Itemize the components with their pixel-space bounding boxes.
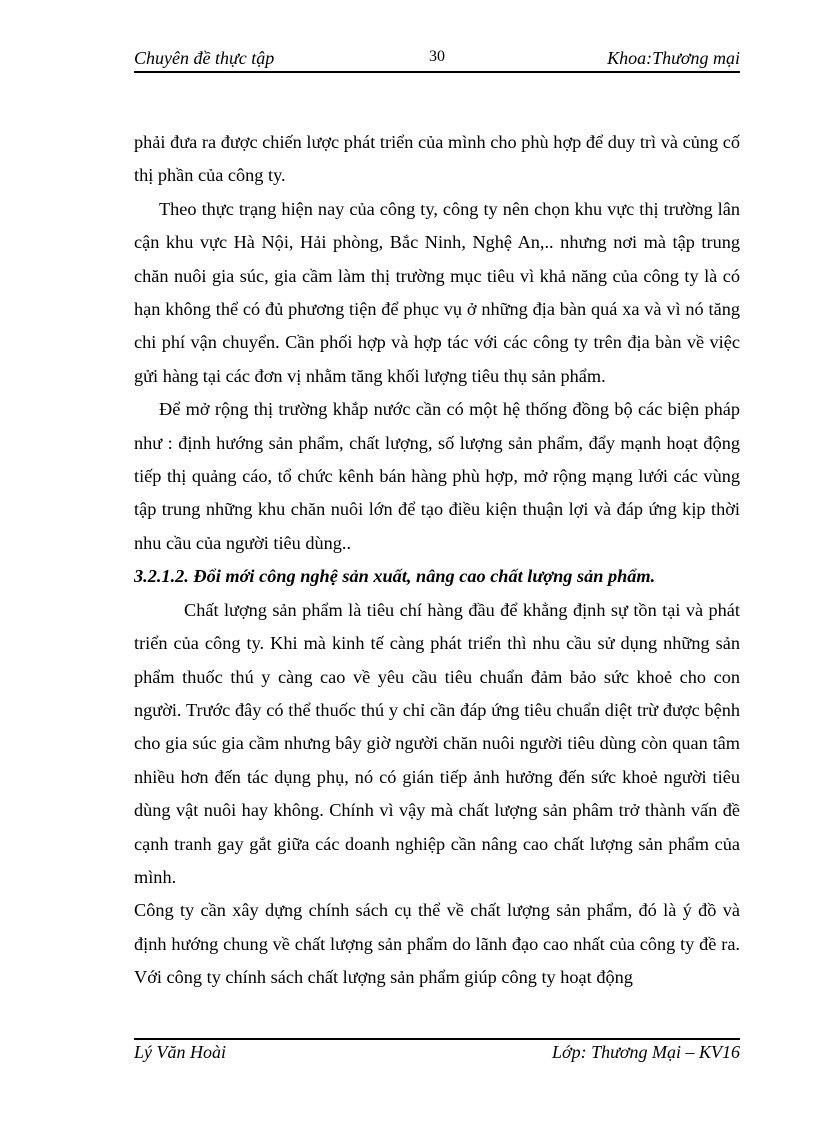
paragraph-3: Để mở rộng thị trường khắp nước cần có một hệ thống đồng bộ các biện pháp như : định hướng sản phẩm, chất lượng, số lượng sản phẩm, đẩy mạnh hoạt động tiếp thị quảng cáo, tổ chức kênh bán hàng phù hợp, mở rộng mạng lưới các vùng tập trung những khu chăn nuôi lớn để tạo điều kiện thuận lợi và đáp ứng kịp thời nhu cầu của người tiêu dùng.. — [134, 399, 740, 553]
header-title: Chuyên đề thực tập — [134, 48, 275, 68]
header-rule — [134, 71, 740, 73]
footer-rule — [134, 1038, 740, 1040]
paragraph-1: phải đưa ra được chiến lược phát triển của mình cho phù hợp để duy trì và củng cố thị phần của công ty. — [134, 132, 740, 186]
footer-author: Lý Văn Hoài — [134, 1042, 226, 1062]
page-number: 30 — [429, 48, 445, 65]
paragraph-2: Theo thực trạng hiện nay của công ty, công ty nên chọn khu vực thị trường lân cận khu vực Hà Nội, Hải phòng, Bắc Ninh, Nghệ An,.. nhưng nơi mà tập trung chăn nuôi gia súc, gia cầm làm thị trường mục tiêu vì khả năng của công ty là có hạn không thể có đủ phương tiện để phục vụ ở những địa bàn quá xa và vì nó tăng chi phí vận chuyển. Cần phối hợp và hợp tác với các công ty trên địa bàn về việc gửi hàng tại các đơn vị nhằm tăng khối lượng tiêu thụ sản phẩm. — [134, 198, 740, 386]
page-body — [134, 126, 740, 995]
header-faculty: Khoa:Thương mại — [607, 48, 740, 68]
page-header — [134, 48, 740, 72]
paragraph-4: Chất lượng sản phẩm là tiêu chí hàng đầu để khẳng định sự tồn tại và phát triển của công ty. Khi mà kinh tế càng phát triển thì nhu cầu sử dụng những sản phẩm thuốc thú y càng cao về yêu cầu tiêu chuẩn đảm bảo sức khoẻ cho con người. Trước đây có thể thuốc thú y chỉ cần đáp ứng tiêu chuẩn diệt trừ được bệnh cho gia súc gia cầm nhưng bây giờ người chăn nuôi người tiêu dùng còn quan tâm nhiều hơn đến tác dụng phụ, nó có gián tiếp ảnh hưởng đến sức khoẻ người tiêu dùng vật nuôi hay không. Chính vì vậy mà chất lượng sản phâm trở thành vấn đề cạnh tranh gay gắt giữa các doanh nghiệp cần nâng cao chất lượng sản phẩm của mình. — [134, 599, 740, 887]
footer-class: Lớp: Thương Mại – KV16 — [551, 1042, 740, 1062]
section-heading: 3.2.1.2. Đổi mới công nghệ sản xuất, nâng cao chất lượng sản phẩm. — [134, 566, 656, 587]
paragraph-5: Công ty cần xây dựng chính sách cụ thể về chất lượng sản phẩm, đó là ý đồ và định hướng chung về chất lượng sản phẩm do lãnh đạo cao nhất của công ty đề ra. Với công ty chính sách chất lượng sản phẩm giúp công ty hoạt động — [134, 900, 740, 988]
